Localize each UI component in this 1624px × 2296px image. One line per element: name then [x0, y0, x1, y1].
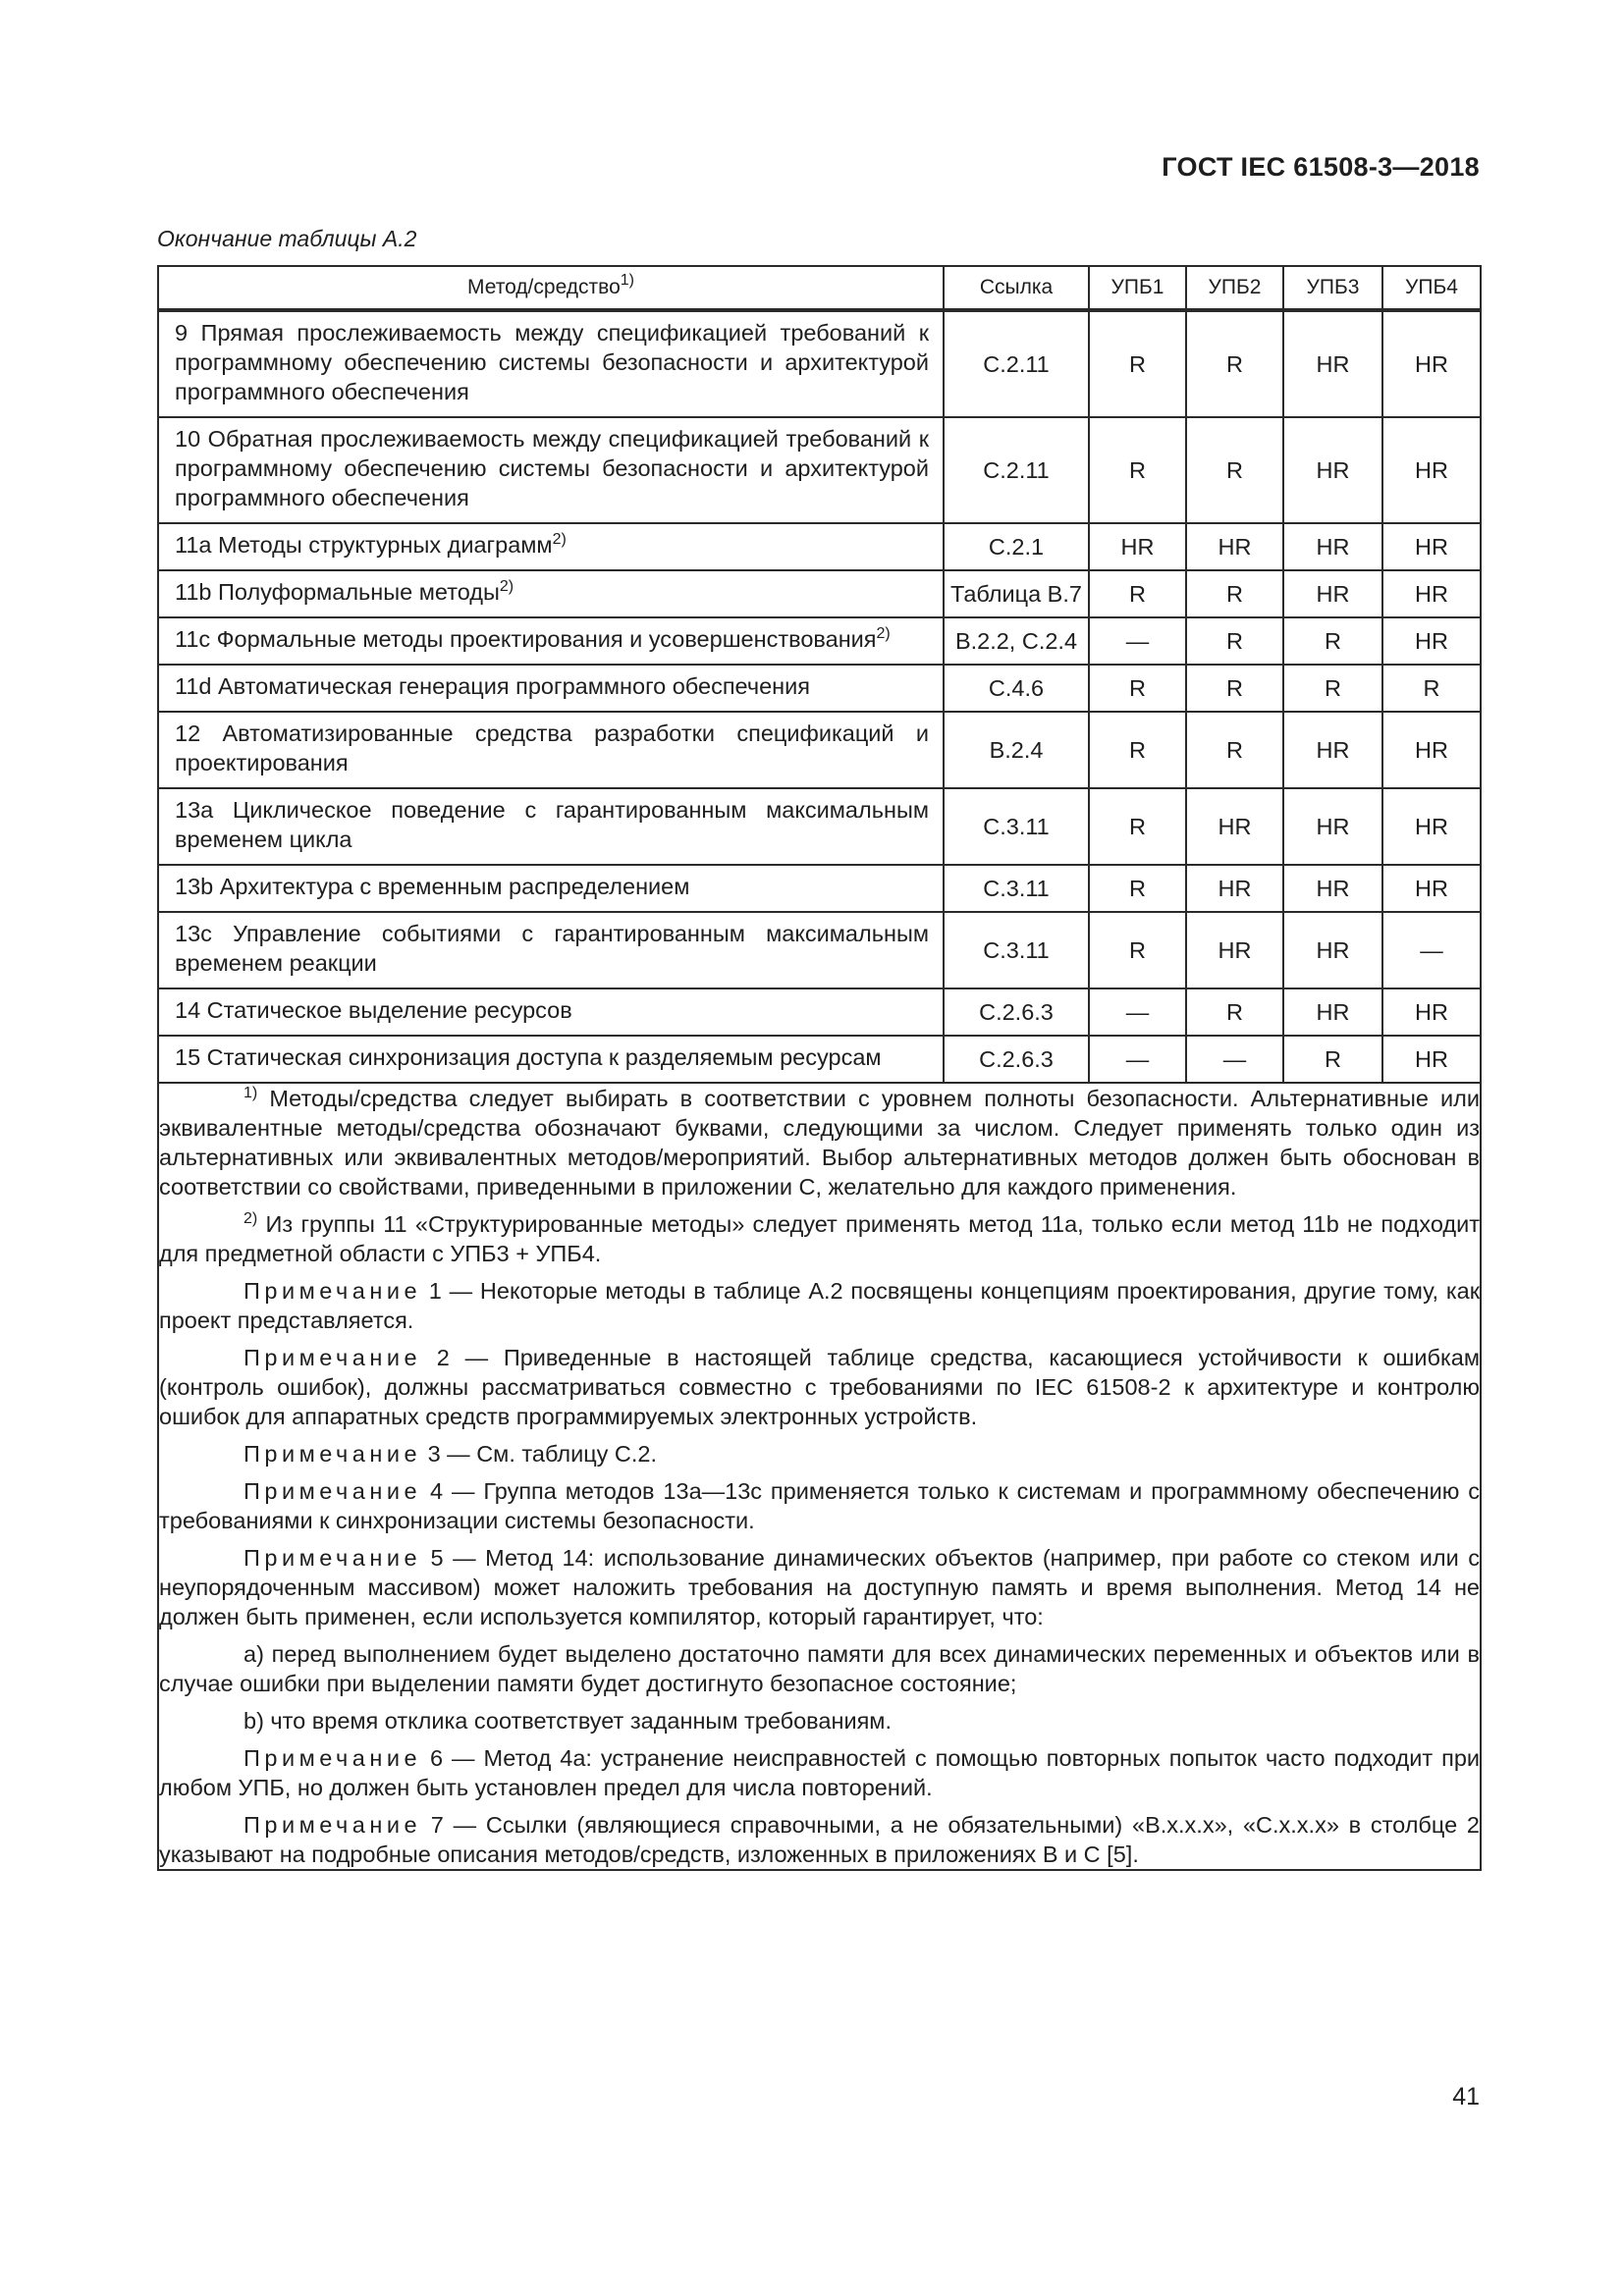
- upb3-cell: HR: [1283, 523, 1382, 570]
- note-4: Примечание 4 — Группа методов 13a—13c применяется только к системам и программному обеспечению с требованиями к синхронизации системы безопасности.: [159, 1478, 1481, 1533]
- upb2-cell: HR: [1186, 865, 1283, 912]
- standard-code: ГОСТ IEC 61508-3—2018: [1162, 152, 1480, 182]
- upb2-cell: HR: [1186, 788, 1283, 865]
- upb4-cell: HR: [1382, 1036, 1481, 1083]
- reference-cell: С.2.6.3: [944, 1036, 1089, 1083]
- upb3-cell: HR: [1283, 865, 1382, 912]
- reference-cell: С.2.11: [944, 417, 1089, 523]
- method-cell: 11a Методы структурных диаграмм$^{2)}$: [158, 523, 944, 570]
- upb2-cell: R: [1186, 988, 1283, 1036]
- note-6: Примечание 6 — Метод 4a: устранение неисправностей с помощью повторных попыток часто подходит при любом УПБ, но должен быть установлен предел для числа повторений.: [159, 1745, 1481, 1800]
- upb2-cell: —: [1186, 1036, 1283, 1083]
- upb1-cell: R: [1089, 310, 1186, 417]
- table-row: [158, 988, 1481, 1036]
- page-number: 41: [1452, 2083, 1480, 2110]
- reference-cell: Таблица В.7: [944, 570, 1089, 617]
- upb1-cell: R: [1089, 865, 1186, 912]
- upb4-cell: HR: [1382, 417, 1481, 523]
- reference-cell: С.3.11: [944, 788, 1089, 865]
- table-row: [158, 1036, 1481, 1083]
- note-5-item-a: a) перед выполнением будет выделено достаточно памяти для всех динамических переменных и объектов или в случае ошибки при выделении памяти будет достигнуто безопасное состояние;: [159, 1641, 1480, 1696]
- method-cell: 14 Статическое выделение ресурсов: [158, 988, 944, 1036]
- method-cell: 11d Автоматическая генерация программного обеспечения: [158, 665, 944, 712]
- note-3: Примечание 3 — См. таблицу С.2.: [244, 1441, 658, 1467]
- col-header-upb2: УПБ2: [1186, 266, 1283, 310]
- col-header-ref: Ссылка: [944, 266, 1089, 310]
- table-row: [158, 712, 1481, 788]
- method-cell: 10 Обратная прослеживаемость между спецификацией требований к программному обеспечению системы безопасности и архитектурой программного обеспечения: [158, 417, 944, 523]
- note-5-item-b: b) что время отклика соответствует заданным требованиям.: [244, 1708, 892, 1734]
- upb1-cell: R: [1089, 570, 1186, 617]
- reference-cell: С.2.6.3: [944, 988, 1089, 1036]
- upb1-cell: —: [1089, 1036, 1186, 1083]
- reference-cell: С.3.11: [944, 865, 1089, 912]
- upb2-cell: R: [1186, 665, 1283, 712]
- method-cell: 13b Архитектура с временным распределением: [158, 865, 944, 912]
- upb3-cell: HR: [1283, 912, 1382, 988]
- upb3-cell: R: [1283, 665, 1382, 712]
- method-cell: 12 Автоматизированные средства разработки спецификаций и проектирования: [158, 712, 944, 788]
- upb1-cell: —: [1089, 617, 1186, 665]
- note-7: Примечание 7 — Ссылки (являющиеся справочными, а не обязательными) «В.х.х.х», «С.х.х.х» в столбце 2 указывают на подробные описания методов/средств, изложенных в приложениях В и С [5].: [159, 1812, 1480, 1867]
- reference-cell: С.4.6: [944, 665, 1089, 712]
- upb1-cell: R: [1089, 712, 1186, 788]
- upb3-cell: HR: [1283, 712, 1382, 788]
- upb4-cell: HR: [1382, 788, 1481, 865]
- method-cell: 11c Формальные методы проектирования и усовершенствования$^{2)}$: [158, 617, 944, 665]
- upb4-cell: HR: [1382, 523, 1481, 570]
- upb1-cell: R: [1089, 912, 1186, 988]
- reference-cell: В.2.2, С.2.4: [944, 617, 1089, 665]
- col-header-upb3: УПБ3: [1283, 266, 1382, 310]
- upb2-cell: R: [1186, 417, 1283, 523]
- note-2: Примечание 2 — Приведенные в настоящей таблице средства, касающиеся устойчивости к ошибкам (контроль ошибок), должны рассматриваться совместно с требованиями по IEC 61508-2 к архитектуре и контролю ошибок для аппаратных средств программируемых электронных устройств.: [159, 1345, 1481, 1429]
- upb3-cell: HR: [1283, 988, 1382, 1036]
- upb2-cell: R: [1186, 570, 1283, 617]
- note-1: Примечание 1 — Некоторые методы в таблице А.2 посвящены концепциям проектирования, другие тому, как проект представляется.: [159, 1278, 1480, 1333]
- col-header-upb4: УПБ4: [1382, 266, 1481, 310]
- method-cell: 13a Циклическое поведение с гарантированным максимальным временем цикла: [158, 788, 944, 865]
- footnote-2: $^{2)}$ Из группы 11 «Структурированные методы» следует применять метод 11a, только если метод 11b не подходит для предметной области с УПБ3 + УПБ4.: [159, 1210, 1481, 1266]
- upb4-cell: HR: [1382, 865, 1481, 912]
- method-cell: 15 Статическая синхронизация доступа к разделяемым ресурсам: [158, 1036, 944, 1083]
- method-cell: 11b Полуформальные методы$^{2)}$: [158, 570, 944, 617]
- reference-cell: С.2.11: [944, 310, 1089, 417]
- table-row: [158, 617, 1481, 665]
- table-row: [158, 417, 1481, 523]
- upb4-cell: HR: [1382, 988, 1481, 1036]
- upb4-cell: HR: [1382, 712, 1481, 788]
- table-header-row: [158, 266, 1481, 310]
- upb4-cell: HR: [1382, 617, 1481, 665]
- upb2-cell: HR: [1186, 912, 1283, 988]
- upb3-cell: HR: [1283, 570, 1382, 617]
- table-row: [158, 912, 1481, 988]
- table-row: [158, 310, 1481, 417]
- methods-table: [157, 265, 1482, 1871]
- notes-cell: [158, 1083, 1481, 1870]
- upb1-cell: R: [1089, 665, 1186, 712]
- upb3-cell: HR: [1283, 788, 1382, 865]
- footnote-1: $^{1)}$ Методы/средства следует выбирать в соответствии с уровнем полноты безопасности. Альтернативные или эквивалентные методы/средства обозначают буквами, следующими за числом. Следует применять только один из альтернативных или эквивалентных методов/мероприятий. Выбор альтернативных методов должен быть обоснован в соответствии со свойствами, приведенными в приложении С, желательно для каждого применения.: [159, 1085, 1480, 1200]
- upb2-cell: R: [1186, 712, 1283, 788]
- table-row: [158, 788, 1481, 865]
- reference-cell: В.2.4: [944, 712, 1089, 788]
- method-cell: 13c Управление событиями с гарантированным максимальным временем реакции: [158, 912, 944, 988]
- upb1-cell: R: [1089, 417, 1186, 523]
- col-header-upb1: УПБ1: [1089, 266, 1186, 310]
- notes-row: [158, 1083, 1481, 1870]
- upb3-cell: R: [1283, 1036, 1382, 1083]
- table-row: [158, 665, 1481, 712]
- upb4-cell: HR: [1382, 570, 1481, 617]
- col-header-method: Метод/средство$^{1)}$: [158, 266, 944, 310]
- upb3-cell: HR: [1283, 417, 1382, 523]
- table-row: [158, 865, 1481, 912]
- upb3-cell: R: [1283, 617, 1382, 665]
- upb1-cell: —: [1089, 988, 1186, 1036]
- table-row: [158, 523, 1481, 570]
- method-cell: 9 Прямая прослеживаемость между спецификацией требований к программному обеспечению системы безопасности и архитектурой программного обеспечения: [158, 310, 944, 417]
- upb1-cell: HR: [1089, 523, 1186, 570]
- note-5: Примечание 5 — Метод 14: использование динамических объектов (например, при работе со стеком или с неупорядоченным массивом) может наложить требования на доступную память и время выполнения. Метод 14 не должен быть применен, если используется компилятор, который гарантирует, что:: [159, 1545, 1481, 1629]
- upb4-cell: R: [1382, 665, 1481, 712]
- reference-cell: С.2.1: [944, 523, 1089, 570]
- upb2-cell: R: [1186, 617, 1283, 665]
- upb3-cell: HR: [1283, 310, 1382, 417]
- upb2-cell: R: [1186, 310, 1283, 417]
- upb1-cell: R: [1089, 788, 1186, 865]
- table-row: [158, 570, 1481, 617]
- upb4-cell: —: [1382, 912, 1481, 988]
- table-caption: Окончание таблицы А.2: [157, 226, 417, 251]
- upb2-cell: HR: [1186, 523, 1283, 570]
- upb4-cell: HR: [1382, 310, 1481, 417]
- reference-cell: С.3.11: [944, 912, 1089, 988]
